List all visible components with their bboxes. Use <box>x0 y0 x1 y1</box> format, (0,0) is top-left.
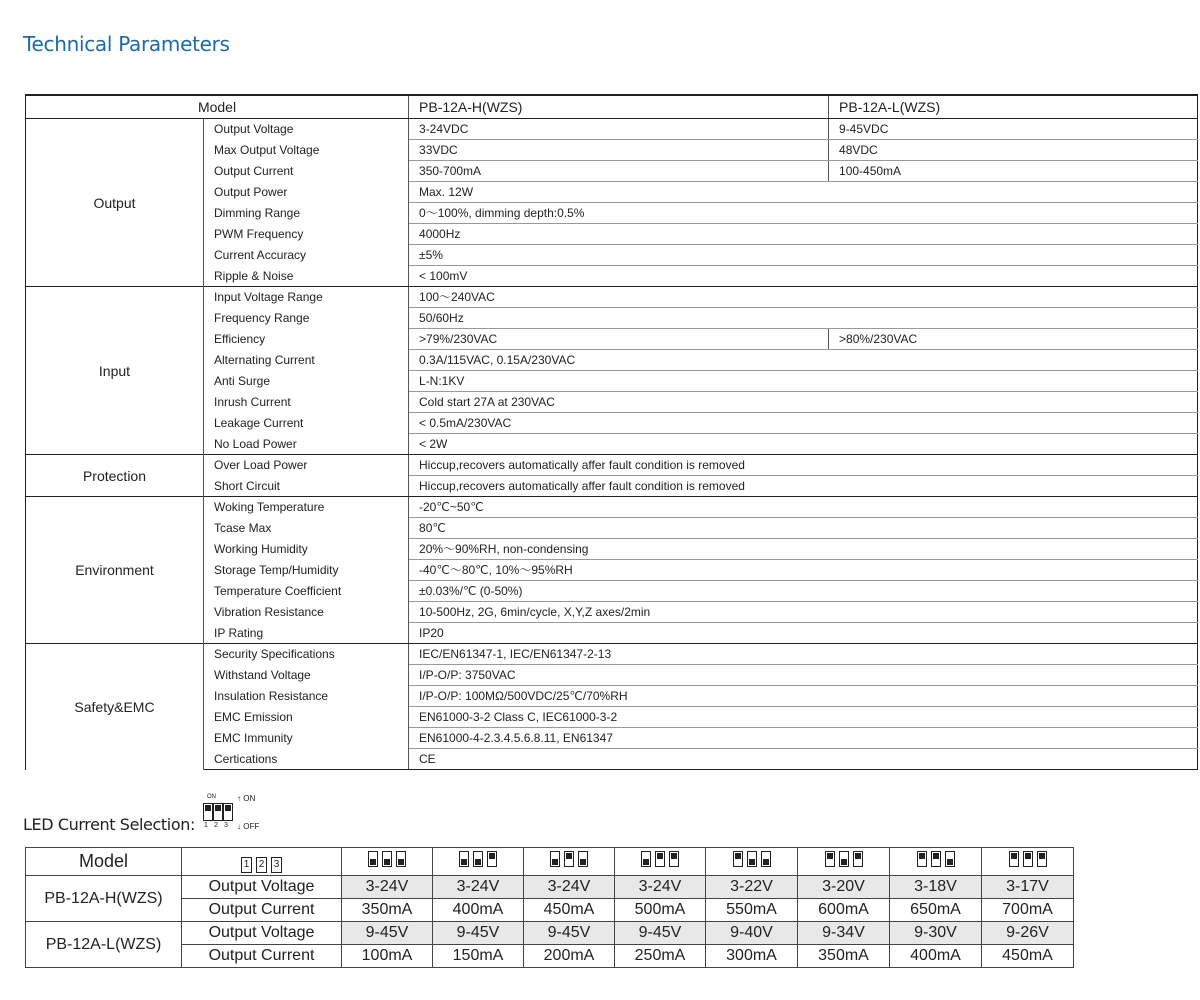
spec-param: Input Voltage Range <box>204 287 409 308</box>
spec-param: No Load Power <box>204 434 409 455</box>
specs-header-row <box>26 95 1198 119</box>
dip-switch-3-off <box>578 851 588 867</box>
led-voltage-cell: 3-17V <box>982 876 1074 899</box>
dip-switch-2-off <box>382 851 392 867</box>
dip-switch-2-off <box>747 851 757 867</box>
spec-value: IP20 <box>409 623 1198 644</box>
legend-number-3: 3 <box>224 822 228 829</box>
legend-on-label: ON <box>207 794 216 800</box>
led-voltage-cell: 3-24V <box>524 876 615 899</box>
page-title: Technical Parameters <box>23 32 230 56</box>
switch-number-header <box>182 848 342 876</box>
led-current-cell: 650mA <box>890 899 982 922</box>
spec-value: EN61000-4-2.3.4.5.6.8.11, EN61347 <box>409 728 1198 749</box>
led-model-name: PB-12A-L(WZS) <box>26 922 182 968</box>
spec-group-label: Input <box>26 287 204 455</box>
led-voltage-cell: 9-45V <box>433 922 524 945</box>
switch-number-3: 3 <box>271 857 282 873</box>
led-current-cell: 350mA <box>342 899 433 922</box>
dip-switch-2-on <box>931 851 941 867</box>
spec-param: EMC Emission <box>204 707 409 728</box>
spec-row <box>26 119 1198 140</box>
led-voltage-label: Output Voltage <box>182 876 342 899</box>
model-header: Model <box>26 95 409 119</box>
dip-setting-1 <box>342 848 433 876</box>
legend-switch-2 <box>213 803 223 821</box>
dip-switch-2-on <box>564 851 574 867</box>
spec-param: Temperature Coefficient <box>204 581 409 602</box>
spec-value: 0～100%, dimming depth:0.5% <box>409 203 1198 224</box>
led-current-label: Output Current <box>182 899 342 922</box>
dip-setting-8 <box>982 848 1074 876</box>
legend-number-1: 1 <box>204 822 208 829</box>
spec-value-l: 100-450mA <box>829 161 1198 182</box>
switch-number-1: 1 <box>241 857 252 873</box>
dip-switch-3-off <box>945 851 955 867</box>
spec-value: Hiccup,recovers automatically affer fault condition is removed <box>409 455 1198 476</box>
led-header-row <box>26 848 1074 876</box>
led-current-row <box>26 899 1074 922</box>
spec-value: 0.3A/115VAC, 0.15A/230VAC <box>409 350 1198 371</box>
spec-value: 80℃ <box>409 518 1198 539</box>
led-current-cell: 400mA <box>433 899 524 922</box>
led-voltage-cell: 3-24V <box>342 876 433 899</box>
switch-number-2: 2 <box>256 857 267 873</box>
spec-row <box>26 644 1198 665</box>
led-current-cell: 450mA <box>982 945 1074 968</box>
dip-switch-1-off <box>641 851 651 867</box>
legend-switch-3 <box>223 803 233 821</box>
spec-param: Leakage Current <box>204 413 409 434</box>
spec-param: Certications <box>204 749 409 770</box>
spec-param: Security Specifications <box>204 644 409 665</box>
dip-switch-3-on <box>1037 851 1047 867</box>
technical-parameters-table <box>25 94 1198 770</box>
dip-setting-7 <box>890 848 982 876</box>
dip-setting-6 <box>798 848 890 876</box>
dip-switch-2-off <box>839 851 849 867</box>
spec-param: Insulation Resistance <box>204 686 409 707</box>
spec-value: 10-500Hz, 2G, 6min/cycle, X,Y,Z axes/2min <box>409 602 1198 623</box>
spec-param: EMC Immunity <box>204 728 409 749</box>
spec-param: Output Power <box>204 182 409 203</box>
spec-value: Max. 12W <box>409 182 1198 203</box>
led-voltage-cell: 3-20V <box>798 876 890 899</box>
spec-param: Max Output Voltage <box>204 140 409 161</box>
led-voltage-cell: 9-45V <box>342 922 433 945</box>
spec-value: < 2W <box>409 434 1198 455</box>
spec-param: Vibration Resistance <box>204 602 409 623</box>
spec-value-l: 9-45VDC <box>829 119 1198 140</box>
dip-setting-3 <box>524 848 615 876</box>
led-current-cell: 700mA <box>982 899 1074 922</box>
led-voltage-cell: 3-24V <box>433 876 524 899</box>
led-voltage-cell: 9-30V <box>890 922 982 945</box>
model-l-header: PB-12A-L(WZS) <box>829 95 1198 119</box>
legend-off-arrow: ↓ OFF <box>237 822 260 831</box>
dip-switch-2-off <box>473 851 483 867</box>
spec-row <box>26 497 1198 518</box>
spec-value: I/P-O/P: 3750VAC <box>409 665 1198 686</box>
led-current-row <box>26 945 1074 968</box>
spec-param: IP Rating <box>204 623 409 644</box>
led-current-cell: 500mA <box>615 899 706 922</box>
dip-switch-2-on <box>1023 851 1033 867</box>
dip-switch-3-on <box>487 851 497 867</box>
spec-value-l: 48VDC <box>829 140 1198 161</box>
led-voltage-label: Output Voltage <box>182 922 342 945</box>
spec-row <box>26 287 1198 308</box>
led-voltage-row <box>26 876 1074 899</box>
spec-param: Frequency Range <box>204 308 409 329</box>
spec-value-h: 3-24VDC <box>409 119 829 140</box>
dip-switch-3-off <box>396 851 406 867</box>
spec-param: Alternating Current <box>204 350 409 371</box>
led-voltage-cell: 9-45V <box>615 922 706 945</box>
led-current-cell: 550mA <box>706 899 798 922</box>
dip-switch-3-on <box>853 851 863 867</box>
led-voltage-cell: 3-24V <box>615 876 706 899</box>
spec-value: ±5% <box>409 245 1198 266</box>
dip-switch-3-on <box>669 851 679 867</box>
spec-group-label: Safety&EMC <box>26 644 204 770</box>
dip-switch-1-on <box>917 851 927 867</box>
legend-switch-1 <box>203 803 213 821</box>
dip-switch-2-on <box>655 851 665 867</box>
spec-param: Current Accuracy <box>204 245 409 266</box>
spec-value: 50/60Hz <box>409 308 1198 329</box>
spec-group-label: Protection <box>26 455 204 497</box>
dip-switch-1-on <box>825 851 835 867</box>
spec-param: Inrush Current <box>204 392 409 413</box>
spec-value: 20%～90%RH, non-condensing <box>409 539 1198 560</box>
spec-param: Anti Surge <box>204 371 409 392</box>
spec-param: Efficiency <box>204 329 409 350</box>
led-current-cell: 100mA <box>342 945 433 968</box>
spec-param: Tcase Max <box>204 518 409 539</box>
spec-param: Working Humidity <box>204 539 409 560</box>
spec-value: ±0.03%/℃ (0-50%) <box>409 581 1198 602</box>
dip-switch-1-off <box>459 851 469 867</box>
led-current-label: Output Current <box>182 945 342 968</box>
spec-param: Ripple & Noise <box>204 266 409 287</box>
spec-value-h: 350-700mA <box>409 161 829 182</box>
spec-value: < 0.5mA/230VAC <box>409 413 1198 434</box>
spec-value: < 100mV <box>409 266 1198 287</box>
led-voltage-cell: 9-40V <box>706 922 798 945</box>
led-current-cell: 450mA <box>524 899 615 922</box>
spec-group-label: Output <box>26 119 204 287</box>
dip-switch-1-off <box>550 851 560 867</box>
spec-value: 4000Hz <box>409 224 1198 245</box>
model-h-header: PB-12A-H(WZS) <box>409 95 829 119</box>
spec-value: 100～240VAC <box>409 287 1198 308</box>
spec-value: -20℃~50℃ <box>409 497 1198 518</box>
led-current-cell: 150mA <box>433 945 524 968</box>
led-voltage-cell: 9-26V <box>982 922 1074 945</box>
spec-value-l: >80%/230VAC <box>829 329 1198 350</box>
led-current-cell: 600mA <box>798 899 890 922</box>
spec-param: PWM Frequency <box>204 224 409 245</box>
spec-group-label: Environment <box>26 497 204 644</box>
spec-param: Dimming Range <box>204 203 409 224</box>
led-current-cell: 200mA <box>524 945 615 968</box>
spec-param: Short Circuit <box>204 476 409 497</box>
spec-param: Woking Temperature <box>204 497 409 518</box>
dip-setting-2 <box>433 848 524 876</box>
spec-value: Hiccup,recovers automatically affer fault condition is removed <box>409 476 1198 497</box>
dip-switch-3-off <box>761 851 771 867</box>
led-current-cell: 350mA <box>798 945 890 968</box>
spec-value: Cold start 27A at 230VAC <box>409 392 1198 413</box>
led-voltage-cell: 9-34V <box>798 922 890 945</box>
led-current-selection-table <box>25 847 1074 968</box>
led-current-cell: 300mA <box>706 945 798 968</box>
led-voltage-row <box>26 922 1074 945</box>
dip-switch-1-off <box>368 851 378 867</box>
dip-switch-1-on <box>1009 851 1019 867</box>
spec-param: Storage Temp/Humidity <box>204 560 409 581</box>
spec-param: Withstand Voltage <box>204 665 409 686</box>
dip-setting-4 <box>615 848 706 876</box>
led-voltage-cell: 3-22V <box>706 876 798 899</box>
dip-setting-5 <box>706 848 798 876</box>
spec-param: Output Voltage <box>204 119 409 140</box>
led-model-header: Model <box>26 848 182 876</box>
spec-param: Over Load Power <box>204 455 409 476</box>
spec-value-h: 33VDC <box>409 140 829 161</box>
spec-value: IEC/EN61347-1, IEC/EN61347-2-13 <box>409 644 1198 665</box>
dip-switch-1-on <box>733 851 743 867</box>
spec-value-h: >79%/230VAC <box>409 329 829 350</box>
legend-number-2: 2 <box>214 822 218 829</box>
led-current-cell: 400mA <box>890 945 982 968</box>
spec-value: -40℃～80℃, 10%～95%RH <box>409 560 1198 581</box>
led-voltage-cell: 9-45V <box>524 922 615 945</box>
spec-value: EN61000-3-2 Class C, IEC61000-3-2 <box>409 707 1198 728</box>
dip-switch-legend <box>197 794 267 834</box>
led-voltage-cell: 3-18V <box>890 876 982 899</box>
led-current-cell: 250mA <box>615 945 706 968</box>
spec-value: I/P-O/P: 100MΩ/500VDC/25℃/70%RH <box>409 686 1198 707</box>
spec-value: CE <box>409 749 1198 770</box>
spec-row <box>26 455 1198 476</box>
spec-value: L-N:1KV <box>409 371 1198 392</box>
led-model-name: PB-12A-H(WZS) <box>26 876 182 922</box>
led-current-selection-label: LED Current Selection: <box>23 815 195 834</box>
spec-param: Output Current <box>204 161 409 182</box>
legend-on-arrow: ↑ ON <box>237 794 256 803</box>
